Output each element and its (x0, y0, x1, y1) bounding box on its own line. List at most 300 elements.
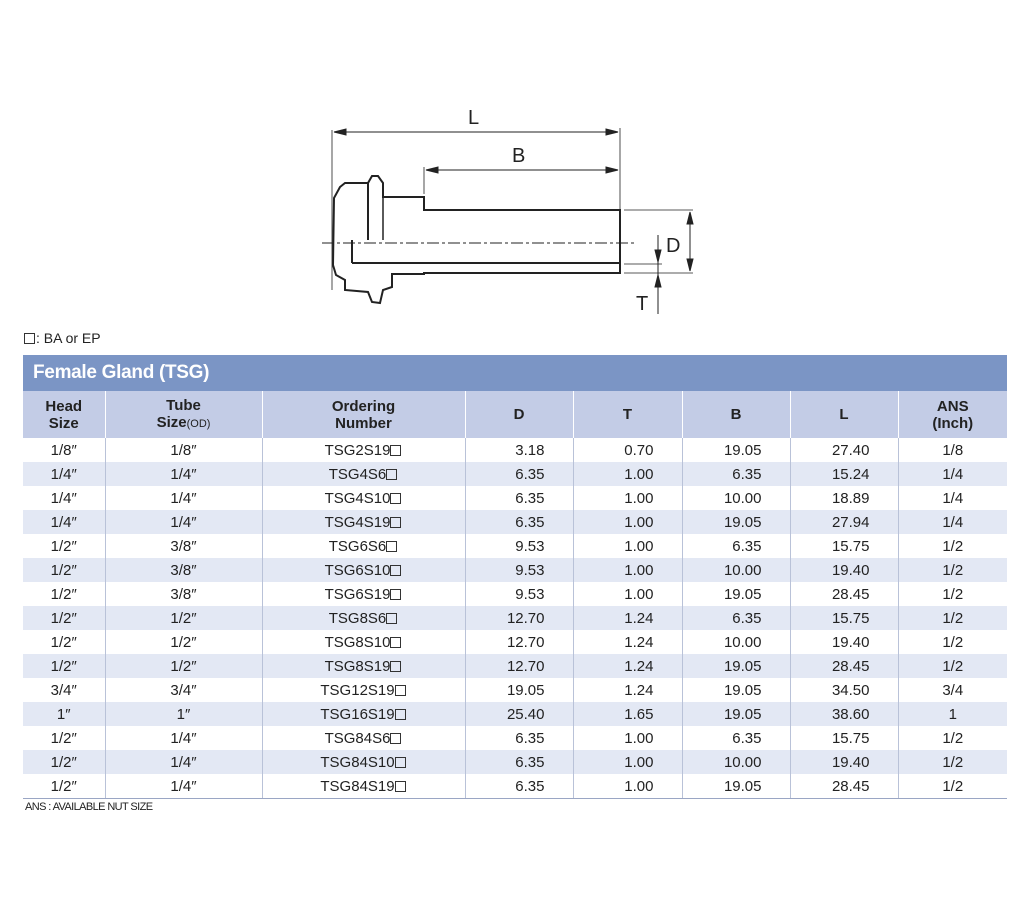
table-cell (262, 438, 465, 462)
column-header-line1: B (730, 406, 742, 423)
table-cell (790, 654, 898, 678)
cell-value: 27.94 (831, 513, 870, 531)
legend-text: : BA or EP (36, 330, 101, 346)
table-cell (105, 654, 262, 678)
table-cell (898, 774, 1007, 799)
table-row (23, 510, 1007, 534)
table-cell (573, 750, 682, 774)
cell-value: 1.24 (624, 657, 654, 675)
table-row (23, 486, 1007, 510)
table-cell (23, 558, 105, 582)
table-cell (790, 774, 898, 799)
ordering-number: TSG16S19 (320, 705, 395, 723)
cell-value: 28.45 (831, 777, 870, 795)
table-cell (573, 678, 682, 702)
table-cell (23, 702, 105, 726)
table-cell (262, 750, 465, 774)
table-cell (898, 750, 1007, 774)
ordering-number: TSG84S19 (320, 777, 395, 795)
cell-value: 0.70 (624, 441, 654, 459)
table-cell (105, 750, 262, 774)
column-header-line2: Number (335, 414, 392, 432)
cell-value: 1.00 (624, 537, 654, 555)
cell-value: 19.05 (723, 585, 762, 603)
gland-dimension-drawing (300, 90, 720, 320)
table-cell (898, 582, 1007, 606)
cell-value: 1/2″ (50, 633, 77, 651)
cell-value: 1.24 (624, 609, 654, 627)
cell-value: 15.24 (831, 465, 870, 483)
cell-value: 1.00 (624, 465, 654, 483)
table-cell (898, 462, 1007, 486)
table-cell (790, 702, 898, 726)
column-header-line1: Tube (166, 396, 201, 414)
table-cell (105, 630, 262, 654)
cell-value: 1/4″ (170, 753, 197, 771)
table-cell (262, 774, 465, 799)
column-header (790, 391, 898, 438)
cell-value: 1″ (56, 705, 71, 723)
cell-value: 15.75 (831, 537, 870, 555)
table-cell (682, 510, 790, 534)
table-cell (573, 726, 682, 750)
table-cell (790, 534, 898, 558)
option-box-icon (395, 685, 406, 696)
table-cell (465, 774, 573, 799)
table-cell (573, 510, 682, 534)
cell-value: 1/2″ (50, 777, 77, 795)
footnote: ANS : AVAILABLE NUT SIZE (25, 801, 153, 813)
table-cell (682, 558, 790, 582)
cell-value: 19.05 (723, 657, 762, 675)
table-cell (465, 702, 573, 726)
table-cell (465, 558, 573, 582)
cell-value: 12.70 (506, 633, 545, 651)
label-L: L (468, 107, 480, 129)
option-box-icon (395, 781, 406, 792)
table-cell (105, 438, 262, 462)
table-cell (262, 510, 465, 534)
option-box-icon (390, 445, 401, 456)
table-cell (23, 750, 105, 774)
cell-value: 3.18 (515, 441, 545, 459)
table-cell (105, 582, 262, 606)
cell-value: 1/2″ (50, 585, 77, 603)
table-cell (465, 510, 573, 534)
option-box-icon (386, 469, 397, 480)
table-cell (105, 534, 262, 558)
cell-value: 1/2″ (50, 657, 77, 675)
cell-value: 1/8″ (50, 441, 77, 459)
option-box-icon (24, 333, 35, 344)
cell-value: 9.53 (515, 561, 545, 579)
cell-value: 25.40 (506, 705, 545, 723)
cell-value: 1/2″ (50, 561, 77, 579)
table-cell (262, 630, 465, 654)
cell-value: 28.45 (831, 657, 870, 675)
table-cell (465, 462, 573, 486)
cell-value: 19.05 (723, 441, 762, 459)
cell-value: 6.35 (515, 777, 545, 795)
option-box-icon (386, 613, 397, 624)
ordering-number: TSG84S10 (320, 753, 395, 771)
table-cell (898, 486, 1007, 510)
cell-value: 15.75 (831, 609, 870, 627)
cell-value: 1/2 (942, 753, 964, 771)
column-header-line2: Size (48, 414, 79, 432)
cell-value: 3/8″ (170, 561, 197, 579)
table-cell (465, 486, 573, 510)
cell-value: 1/2″ (50, 537, 77, 555)
option-box-icon (390, 493, 401, 504)
ordering-number: TSG12S19 (320, 681, 395, 699)
cell-value: 1/2 (942, 729, 964, 747)
ordering-number: TSG4S10 (324, 489, 391, 507)
cell-value: 6.35 (732, 465, 762, 483)
cell-value: 1/4″ (170, 777, 197, 795)
table-cell (790, 558, 898, 582)
ordering-number: TSG4S6 (328, 465, 387, 483)
cell-value: 10.00 (723, 489, 762, 507)
cell-value: 1/4″ (170, 729, 197, 747)
table-cell (682, 534, 790, 558)
column-header (573, 391, 682, 438)
cell-value: 9.53 (515, 585, 545, 603)
cell-value: 3/8″ (170, 537, 197, 555)
cell-value: 19.40 (831, 561, 870, 579)
table-cell (262, 558, 465, 582)
cell-value: 6.35 (515, 513, 545, 531)
table-cell (573, 654, 682, 678)
table-cell (23, 630, 105, 654)
ordering-number: TSG84S6 (324, 729, 391, 747)
table-cell (105, 558, 262, 582)
table-cell (682, 462, 790, 486)
table-cell (682, 486, 790, 510)
table-cell (682, 678, 790, 702)
label-D: D (666, 235, 681, 257)
table-row (23, 534, 1007, 558)
table-cell (573, 558, 682, 582)
table-cell (790, 630, 898, 654)
table-row (23, 606, 1007, 630)
option-box-icon (395, 757, 406, 768)
table-cell (573, 486, 682, 510)
cell-value: 1/2 (942, 585, 964, 603)
ordering-number: TSG8S10 (324, 633, 391, 651)
table-cell (262, 726, 465, 750)
option-box-icon (390, 661, 401, 672)
table-row (23, 678, 1007, 702)
table-row (23, 654, 1007, 678)
cell-value: 9.53 (515, 537, 545, 555)
table-cell (573, 702, 682, 726)
cell-value: 1.00 (624, 777, 654, 795)
table-cell (790, 486, 898, 510)
column-header (465, 391, 573, 438)
cell-value: 1/2″ (170, 657, 197, 675)
table-cell (105, 486, 262, 510)
table-header-row (23, 391, 1007, 438)
cell-value: 1/4″ (50, 489, 77, 507)
table-cell (573, 606, 682, 630)
table-cell (898, 702, 1007, 726)
cell-value: 1″ (176, 705, 191, 723)
cell-value: 19.40 (831, 753, 870, 771)
cell-value: 19.05 (723, 513, 762, 531)
cell-value: 1/2″ (50, 609, 77, 627)
cell-value: 1/2″ (170, 609, 197, 627)
table-cell (23, 438, 105, 462)
table-cell (682, 726, 790, 750)
table-cell (465, 678, 573, 702)
cell-value: 19.05 (723, 681, 762, 699)
table-cell (23, 774, 105, 799)
table-cell (23, 486, 105, 510)
table-row (23, 462, 1007, 486)
table-cell (105, 606, 262, 630)
ordering-number: TSG8S6 (328, 609, 387, 627)
cell-value: 1/2″ (50, 729, 77, 747)
label-B: B (512, 145, 526, 167)
table-cell (465, 726, 573, 750)
ordering-number: TSG6S6 (328, 537, 387, 555)
table-title: Female Gland (TSG) (23, 355, 1007, 391)
cell-value: 6.35 (515, 753, 545, 771)
cell-value: 3/4″ (50, 681, 77, 699)
table-cell (682, 702, 790, 726)
column-header (23, 391, 105, 438)
table-row (23, 702, 1007, 726)
option-legend (24, 330, 101, 346)
table-cell (898, 534, 1007, 558)
column-header-line1: Ordering (331, 397, 396, 415)
option-box-icon (395, 709, 406, 720)
cell-value: 1/2″ (170, 633, 197, 651)
table-cell (790, 606, 898, 630)
cell-value: 28.45 (831, 585, 870, 603)
cell-value: 1/4 (942, 465, 964, 483)
table-cell (790, 438, 898, 462)
column-header-line2: (Inch) (932, 414, 974, 432)
option-box-icon (386, 541, 397, 552)
cell-value: 6.35 (732, 609, 762, 627)
table-cell (105, 702, 262, 726)
table-cell (682, 750, 790, 774)
table-cell (105, 774, 262, 799)
table-cell (573, 534, 682, 558)
option-box-icon (390, 733, 401, 744)
cell-value: 6.35 (732, 729, 762, 747)
cell-value: 38.60 (831, 705, 870, 723)
cell-value: 3/8″ (170, 585, 197, 603)
cell-value: 1/8 (942, 441, 964, 459)
column-header-line1: ANS (936, 397, 969, 415)
table-cell (898, 438, 1007, 462)
cell-value: 1/2 (942, 609, 964, 627)
table-cell (465, 582, 573, 606)
column-header-line1: Head (45, 397, 83, 415)
table-cell (23, 726, 105, 750)
table-cell (682, 438, 790, 462)
table-cell (465, 438, 573, 462)
table-cell (23, 462, 105, 486)
cell-value: 1/2″ (50, 753, 77, 771)
cell-value: 1/2 (942, 537, 964, 555)
column-header-suffix: (OD) (186, 417, 211, 430)
column-header-line1: D (513, 406, 525, 423)
table-cell (898, 678, 1007, 702)
table-cell (682, 774, 790, 799)
spec-table (23, 391, 1007, 799)
table-cell (465, 534, 573, 558)
cell-value: 1/4″ (170, 513, 197, 531)
cell-value: 1.24 (624, 681, 654, 699)
table-row (23, 750, 1007, 774)
table-cell (105, 678, 262, 702)
table-row (23, 438, 1007, 462)
cell-value: 19.40 (831, 633, 870, 651)
cell-value: 1/4″ (170, 489, 197, 507)
column-header-line1: L (839, 406, 849, 423)
ordering-number: TSG4S19 (324, 513, 391, 531)
table-row (23, 630, 1007, 654)
table-cell (23, 606, 105, 630)
table-cell (23, 534, 105, 558)
cell-value: 10.00 (723, 561, 762, 579)
table-cell (105, 462, 262, 486)
cell-value: 15.75 (831, 729, 870, 747)
table-cell (465, 654, 573, 678)
ordering-number: TSG2S19 (324, 441, 391, 459)
table-cell (262, 462, 465, 486)
table-cell (573, 582, 682, 606)
table-cell (790, 462, 898, 486)
cell-value: 1 (948, 705, 957, 723)
table-row (23, 774, 1007, 799)
table-cell (682, 582, 790, 606)
table-cell (262, 534, 465, 558)
cell-value: 19.05 (723, 777, 762, 795)
table-cell (682, 606, 790, 630)
table-row (23, 558, 1007, 582)
cell-value: 6.35 (515, 489, 545, 507)
cell-value: 19.05 (506, 681, 545, 699)
cell-value: 18.89 (831, 489, 870, 507)
column-header (105, 391, 262, 438)
column-header-line1: T (622, 406, 633, 423)
option-box-icon (390, 589, 401, 600)
ordering-number: TSG8S19 (324, 657, 391, 675)
table-cell (23, 510, 105, 534)
table-cell (573, 774, 682, 799)
table-cell (682, 654, 790, 678)
cell-value: 1/2 (942, 777, 964, 795)
table-row (23, 582, 1007, 606)
table-cell (262, 582, 465, 606)
table-cell (465, 750, 573, 774)
label-T: T (636, 293, 649, 315)
table-cell (262, 702, 465, 726)
cell-value: 1/2 (942, 657, 964, 675)
table-row (23, 726, 1007, 750)
table-cell (262, 678, 465, 702)
option-box-icon (390, 517, 401, 528)
cell-value: 1.24 (624, 633, 654, 651)
ordering-number: TSG6S10 (324, 561, 391, 579)
cell-value: 1.65 (624, 705, 654, 723)
table-cell (23, 678, 105, 702)
table-cell (573, 438, 682, 462)
cell-value: 3/4″ (170, 681, 197, 699)
cell-value: 1.00 (624, 585, 654, 603)
table-cell (790, 678, 898, 702)
column-header-line2: Size (156, 413, 187, 431)
cell-value: 1/2 (942, 561, 964, 579)
cell-value: 6.35 (515, 465, 545, 483)
cell-value: 1/4″ (170, 465, 197, 483)
option-box-icon (390, 637, 401, 648)
table-cell (262, 654, 465, 678)
cell-value: 10.00 (723, 633, 762, 651)
option-box-icon (390, 565, 401, 576)
cell-value: 1.00 (624, 753, 654, 771)
cell-value: 6.35 (515, 729, 545, 747)
table-cell (790, 510, 898, 534)
ordering-number: TSG6S19 (324, 585, 391, 603)
table-cell (465, 606, 573, 630)
cell-value: 34.50 (831, 681, 870, 699)
column-header (682, 391, 790, 438)
cell-value: 1.00 (624, 489, 654, 507)
table-cell (465, 630, 573, 654)
spec-table-container (23, 355, 1007, 799)
cell-value: 1.00 (624, 513, 654, 531)
cell-value: 27.40 (831, 441, 870, 459)
cell-value: 12.70 (506, 657, 545, 675)
cell-value: 1.00 (624, 729, 654, 747)
cell-value: 10.00 (723, 753, 762, 771)
table-cell (790, 750, 898, 774)
table-cell (573, 462, 682, 486)
cell-value: 1/4 (942, 489, 964, 507)
table-cell (23, 582, 105, 606)
cell-value: 1/8″ (170, 441, 197, 459)
table-cell (105, 726, 262, 750)
table-cell (790, 582, 898, 606)
cell-value: 3/4 (942, 681, 964, 699)
cell-value: 1/2 (942, 633, 964, 651)
table-cell (23, 654, 105, 678)
table-cell (573, 630, 682, 654)
table-cell (898, 606, 1007, 630)
column-header (262, 391, 465, 438)
table-cell (105, 510, 262, 534)
table-cell (682, 630, 790, 654)
table-cell (262, 486, 465, 510)
table-cell (898, 630, 1007, 654)
cell-value: 1.00 (624, 561, 654, 579)
cell-value: 1/4″ (50, 513, 77, 531)
cell-value: 19.05 (723, 705, 762, 723)
cell-value: 1/4 (942, 513, 964, 531)
table-cell (790, 726, 898, 750)
table-cell (898, 654, 1007, 678)
table-cell (262, 606, 465, 630)
table-cell (898, 558, 1007, 582)
table-cell (898, 726, 1007, 750)
table-cell (898, 510, 1007, 534)
